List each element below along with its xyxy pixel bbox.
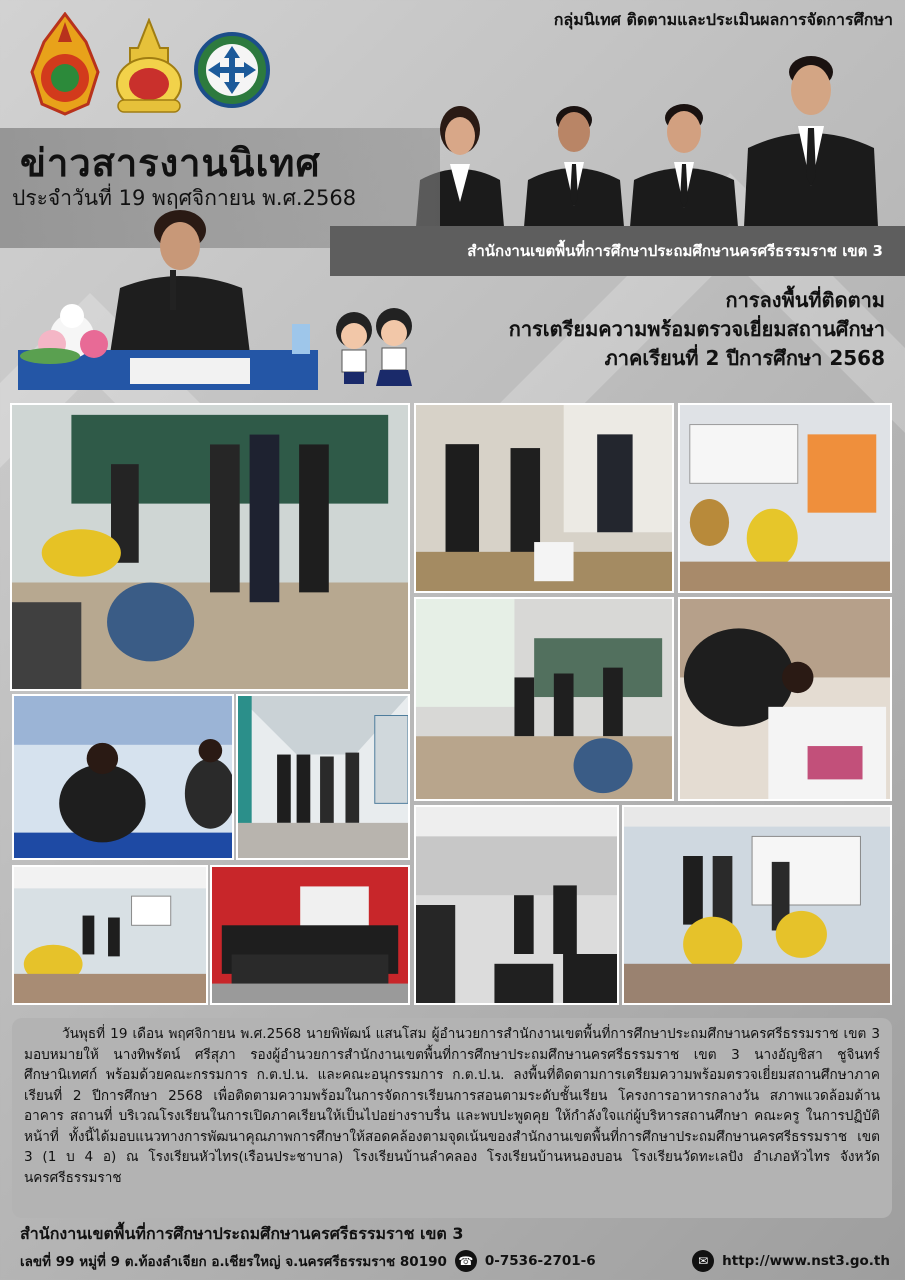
- news-paragraph: วันพุธที่ 19 เดือน พฤศจิกายน พ.ศ.2568 นายพิพัฒน์ แสนโสม ผู้อำนวยการสำนักงานเขตพื้นที่การศึกษาประถมศึกษานครศรีธรรมราช เขต 3 มอบหมายให้ นางทิพรัตน์ ศรีสุภา รองผู้อำนวยการสำนักงานเขตพื้นที่การศึกษาประถมศึกษานครศรีธรรมราช เขต 3 นางอัญชิสา ชูจินทร์ ศึกษานิเทศก์ พร้อมด้วยคณะกรรมการ ก.ต.ป.น. และคณะอนุกรรมการ ก.ต.ป.น. ลงพื้นที่ติดตามการเตรียมความพร้อมตรวจเยี่ยมสถานศึกษาภาคเรียนที่ 2 ปีการศึกษา 2568 เพื่อติดตามความพร้อมในการจัดการเรียนการสอนตามระดับชั้นเรียน โครงการอาหารกลางวัน สภาพแวดล้อมด้านอาคาร สถานที่ บริเวณโรงเรียนในการเปิดภาคเรียนให้เป็นไปอย่างราบรื่น และพบปะพูดคุย ให้กำลังใจแก่ผู้บริหารสถานศึกษา คณะครู ในการปฏิบัติหน้าที่ ทั้งนี้ได้มอบแนวทางการพัฒนาคุณภาพการศึกษาให้สอดคล้องตามจุดเน้นของสำนักงานเขตพื้นที่การศึกษาประถมศึกษานครศรีธรรมราช เขต 3 (1 บ 4 อ) ณ โรงเรียนหัวไทร(เรือนประชาบาล) โรงเรียนบ้านลำคลอง โรงเรียนบ้านหนองบอน โรงเรียนวัดทะเลปัง อำเภอหัวไทร จังหวัดนครศรีธรรมราช: [24, 1026, 880, 1186]
- date-line: ประจำวันที่ 19 พฤศจิกายน พ.ศ.2568: [12, 186, 357, 210]
- mail-icon: ✉: [692, 1250, 714, 1272]
- footer-address: เลขที่ 99 หมู่ที่ 9 ต.ท้องลำเจียก อ.เชียรใหญ่ จ.นครศรีธรรมราช 80190: [20, 1254, 447, 1270]
- footer-phone: 0-7536-2701-6: [484, 1253, 596, 1269]
- staff-photo-3: [628, 88, 740, 227]
- classroom-photo-7: [622, 805, 892, 1005]
- classroom-photo-3: [678, 403, 892, 593]
- classroom-photo-6: [12, 865, 208, 1005]
- headline-line-3: ภาคเรียนที่ 2 ปีการศึกษา 2568: [604, 346, 885, 370]
- group-name: กลุ่มนิเทศ ติดตามและประเมินผลการจัดการศึกษา: [553, 10, 893, 29]
- headline-line-2: การเตรียมความพร้อมตรวจเยี่ยมสถานศึกษา: [508, 317, 885, 341]
- group-photo: [210, 865, 410, 1005]
- obec-logo: [26, 12, 104, 116]
- headline: [509, 286, 885, 373]
- news-body: [12, 1018, 892, 1218]
- headline-line-1: การลงพื้นที่ติดตาม: [725, 288, 885, 312]
- corridor-photo: [236, 694, 410, 860]
- office-name: สำนักงานเขตพื้นที่การศึกษาประถมศึกษานครศรีธรรมราช เขต 3: [467, 242, 883, 260]
- classroom-photo-1: [10, 403, 410, 691]
- footer-org: สำนักงานเขตพื้นที่การศึกษาประถมศึกษานครศรีธรรมราช เขต 3: [20, 1224, 464, 1243]
- classroom-photo-5: [678, 597, 892, 801]
- office-banner: [330, 226, 905, 276]
- director-photo: [742, 36, 880, 227]
- phone-icon: ☎: [455, 1250, 477, 1272]
- cartoon-students: [326, 300, 422, 404]
- speaker-photo: [10, 204, 320, 400]
- esa-logo: [110, 18, 188, 114]
- circle-arrows-logo: [194, 32, 270, 108]
- classroom-photo-2: [414, 403, 674, 593]
- meeting-photo: [12, 694, 234, 860]
- page-title: ข่าวสารงานนิเทศ: [20, 141, 321, 185]
- classroom-photo-4: [414, 597, 674, 801]
- footer-contact: [20, 1250, 890, 1272]
- staff-photo-2: [522, 88, 626, 227]
- footer-website[interactable]: http://www.nst3.go.th: [722, 1253, 890, 1269]
- computer-lab-photo: [414, 805, 619, 1005]
